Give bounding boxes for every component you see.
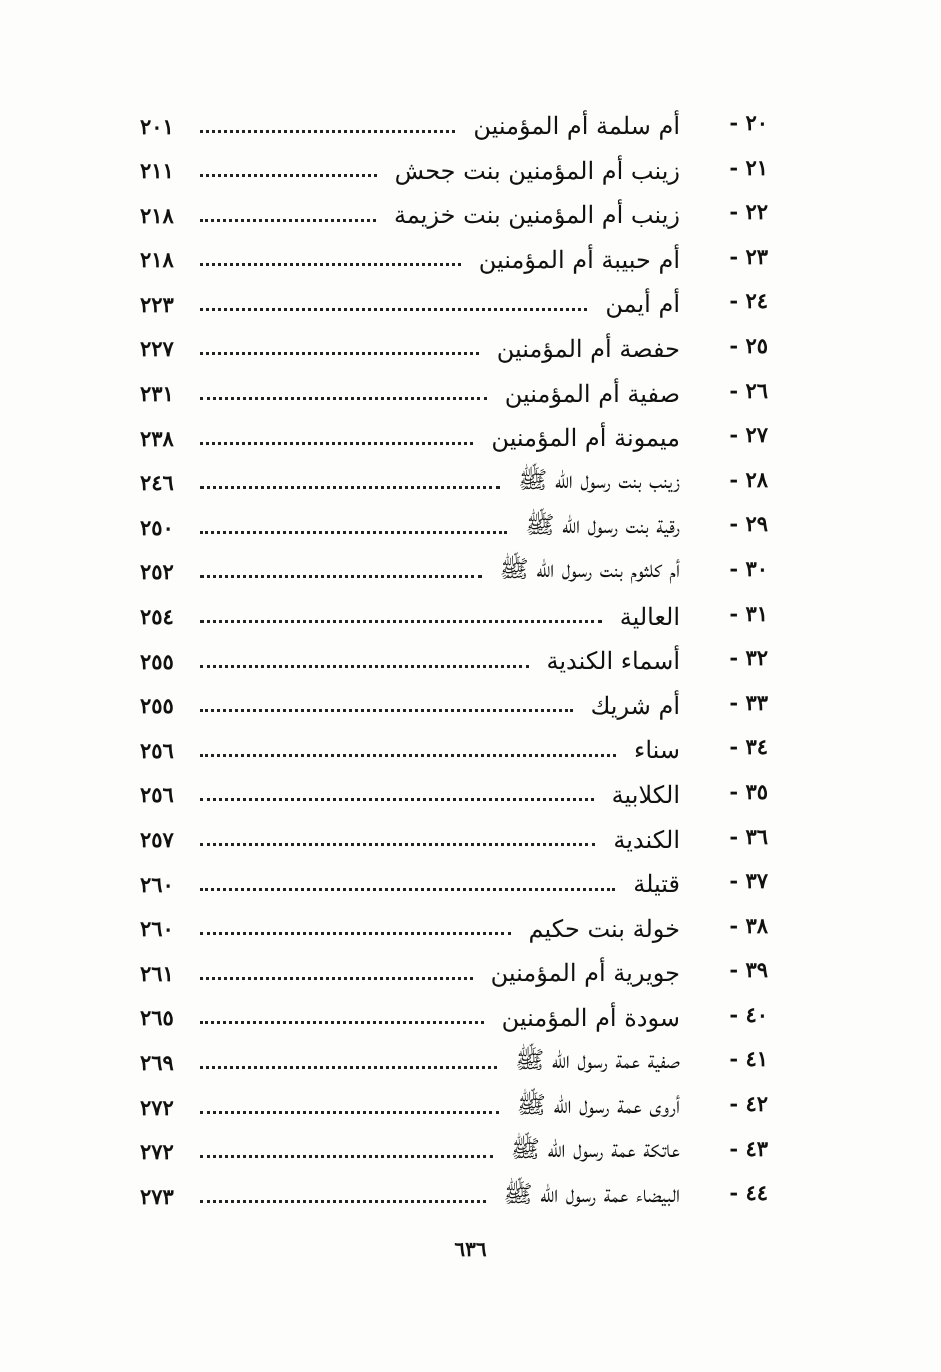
dot-leader bbox=[200, 1007, 484, 1024]
toc-entry-title: حفصة أم المؤمنين bbox=[496, 334, 680, 363]
toc-entry-page: ٢١٨ bbox=[140, 247, 174, 273]
toc-entry-body bbox=[140, 505, 680, 549]
dot-leader bbox=[200, 1052, 497, 1069]
toc-entry-title: زينب أم المؤمنين بنت خزيمة bbox=[394, 201, 680, 230]
dot-leader bbox=[200, 472, 500, 489]
dot-leader bbox=[200, 383, 487, 400]
toc-entry-page: ٢٦١ bbox=[140, 960, 174, 986]
toc-entry bbox=[140, 104, 780, 149]
toc-entry-page: ٢٥٤ bbox=[140, 604, 174, 630]
toc-entry-title: ميمونة أم المؤمنين bbox=[491, 424, 680, 453]
dot-leader bbox=[200, 606, 602, 623]
toc-entry bbox=[140, 951, 780, 996]
toc-entry-page: ٢٦٥ bbox=[140, 1005, 174, 1031]
toc-entry-body bbox=[140, 238, 680, 282]
toc-entry bbox=[140, 728, 780, 773]
toc-entry bbox=[140, 461, 780, 506]
toc-entry-title: عاتكة عمة رسول الله ﷺ bbox=[510, 1135, 680, 1164]
toc-entry bbox=[140, 595, 780, 640]
toc-entry-title: العالية bbox=[619, 602, 680, 631]
toc-entry-page: ٢٥٢ bbox=[140, 559, 174, 585]
toc-entry-body bbox=[140, 461, 680, 505]
toc-entry-page: ٢٢٧ bbox=[140, 336, 174, 362]
toc-entry-title: قتيلة bbox=[633, 870, 680, 899]
toc-entry-page: ٢٧٢ bbox=[140, 1094, 174, 1120]
dot-leader bbox=[200, 918, 511, 935]
dot-leader bbox=[200, 561, 482, 578]
toc-entry-number: ٣٩ - bbox=[729, 957, 768, 983]
toc-entry-number: ٤٠ - bbox=[729, 1001, 768, 1027]
toc-entry-title: أم حبيبة أم المؤمنين bbox=[478, 245, 680, 274]
toc-entry bbox=[140, 1085, 780, 1130]
toc-entry bbox=[140, 907, 780, 952]
dot-leader bbox=[200, 1141, 493, 1158]
dot-leader bbox=[200, 829, 595, 846]
dot-leader bbox=[200, 1186, 486, 1203]
toc-entry bbox=[140, 238, 780, 283]
toc-entry-title: رقية بنت رسول الله ﷺ bbox=[525, 510, 680, 539]
toc-entry-body bbox=[140, 282, 680, 326]
toc-entry-number: ٣٨ - bbox=[729, 912, 768, 938]
toc-entry-number: ٤٢ - bbox=[729, 1091, 768, 1117]
toc-entry-title: زينب بنت رسول الله ﷺ bbox=[518, 466, 680, 495]
toc-entry-number: ٢١ - bbox=[729, 154, 768, 180]
toc-entry-number: ٣٠ - bbox=[729, 555, 768, 581]
toc-entry-page: ٢٥٦ bbox=[140, 737, 174, 763]
toc-entry-number: ٢٤ - bbox=[729, 288, 768, 314]
toc-entry bbox=[140, 773, 780, 818]
dot-leader bbox=[200, 338, 479, 355]
toc-entry-title: أم شريك bbox=[590, 691, 680, 720]
toc-entry-page: ٢٣٨ bbox=[140, 425, 174, 451]
toc-entry bbox=[140, 639, 780, 684]
toc-entry-page: ٢١١ bbox=[140, 158, 174, 184]
toc-entry-body bbox=[140, 372, 680, 416]
toc-entry-body bbox=[140, 193, 680, 237]
toc-entry-title: صفية عمة رسول الله ﷺ bbox=[515, 1045, 680, 1074]
toc-entry-page: ٢٠١ bbox=[140, 113, 174, 139]
toc-entry-page: ٢٧٢ bbox=[140, 1139, 174, 1165]
toc-entry bbox=[140, 1130, 780, 1175]
dot-leader bbox=[200, 695, 573, 712]
toc-entry bbox=[140, 1040, 780, 1085]
toc-entry-page: ٢٥٠ bbox=[140, 514, 174, 540]
toc-entry-body bbox=[140, 104, 680, 148]
dot-leader bbox=[200, 651, 529, 668]
dot-leader bbox=[200, 740, 616, 757]
toc-entry-number: ٣٦ - bbox=[729, 823, 768, 849]
dot-leader bbox=[200, 517, 507, 534]
toc-entry-page: ٢٢٣ bbox=[140, 291, 174, 317]
table-of-contents bbox=[140, 104, 780, 1219]
toc-entry bbox=[140, 416, 780, 461]
toc-entry-page: ٢٥٥ bbox=[140, 648, 174, 674]
toc-entry-body bbox=[140, 907, 680, 951]
toc-entry bbox=[140, 149, 780, 194]
toc-entry-body bbox=[140, 996, 680, 1040]
dot-leader bbox=[200, 1097, 499, 1114]
page-number: ٦٣٦ bbox=[454, 1237, 487, 1261]
toc-entry bbox=[140, 862, 780, 907]
toc-entry-page: ٢٦٠ bbox=[140, 871, 174, 897]
dot-leader bbox=[200, 784, 594, 801]
toc-entry bbox=[140, 818, 780, 863]
toc-entry-body bbox=[140, 1174, 680, 1218]
toc-entry-title: البيضاء عمة رسول الله ﷺ bbox=[503, 1179, 680, 1208]
toc-entry-number: ٢٠ - bbox=[729, 110, 768, 135]
toc-entry-number: ٢٩ - bbox=[729, 511, 768, 537]
toc-entry bbox=[140, 282, 780, 327]
toc-entry-body bbox=[140, 773, 680, 817]
toc-entry-body bbox=[140, 595, 680, 639]
toc-entry bbox=[140, 193, 780, 238]
toc-entry-page: ٢٤٦ bbox=[140, 470, 174, 496]
toc-entry-title: خولة بنت حكيم bbox=[528, 914, 680, 943]
toc-entry-title: أم كلثوم بنت رسول الله ﷺ bbox=[499, 555, 680, 584]
toc-entry-page: ٢٥٦ bbox=[140, 782, 174, 808]
toc-entry-title: أم سلمة أم المؤمنين bbox=[473, 112, 680, 140]
dot-leader bbox=[200, 205, 376, 222]
toc-entry-title: أروى عمة رسول الله ﷺ bbox=[516, 1090, 680, 1119]
toc-entry-body bbox=[140, 1085, 680, 1129]
dot-leader bbox=[200, 249, 461, 266]
toc-entry-title: زينب أم المؤمنين بنت جحش bbox=[394, 156, 680, 185]
toc-entry bbox=[140, 550, 780, 595]
toc-entry-body bbox=[140, 149, 680, 193]
toc-entry-body bbox=[140, 639, 680, 683]
toc-entry-title: أسماء الكندية bbox=[546, 647, 680, 676]
toc-entry-body bbox=[140, 327, 680, 371]
toc-entry-number: ٤٣ - bbox=[729, 1135, 768, 1161]
toc-entry-number: ٤١ - bbox=[729, 1046, 768, 1072]
dot-leader bbox=[200, 116, 455, 133]
toc-entry-number: ٢٧ - bbox=[729, 422, 768, 448]
toc-entry-body bbox=[140, 684, 680, 728]
toc-entry-number: ٣٧ - bbox=[729, 868, 768, 894]
toc-entry bbox=[140, 684, 780, 729]
toc-entry-number: ٢٣ - bbox=[729, 243, 768, 269]
toc-entry-number: ٢٦ - bbox=[729, 377, 768, 403]
toc-entry bbox=[140, 327, 780, 372]
toc-entry-body bbox=[140, 1040, 680, 1084]
toc-entry bbox=[140, 372, 780, 417]
toc-entry-page: ٢٥٥ bbox=[140, 693, 174, 719]
toc-entry-title: الكندية bbox=[613, 825, 680, 854]
toc-entry bbox=[140, 1174, 780, 1219]
toc-entry bbox=[140, 996, 780, 1041]
toc-entry-title: الكلابية bbox=[611, 780, 680, 809]
toc-entry-number: ٣١ - bbox=[729, 600, 768, 626]
toc-entry-title: جويرية أم المؤمنين bbox=[490, 959, 680, 988]
toc-entry-number: ٣٢ - bbox=[729, 645, 768, 671]
toc-entry-title: أم أيمن bbox=[605, 290, 680, 319]
toc-entry-number: ٤٤ - bbox=[729, 1180, 768, 1206]
toc-entry-page: ٢٧٣ bbox=[140, 1183, 174, 1209]
toc-entry-page: ٢٣١ bbox=[140, 381, 174, 407]
toc-entry-number: ٣٤ - bbox=[729, 734, 768, 760]
dot-leader bbox=[200, 160, 377, 177]
toc-entry-title: سودة أم المؤمنين bbox=[501, 1003, 680, 1032]
toc-entry-body bbox=[140, 416, 680, 460]
toc-entry-body bbox=[140, 951, 680, 995]
toc-entry-body bbox=[140, 818, 680, 862]
toc-entry bbox=[140, 505, 780, 550]
toc-entry-title: سناء bbox=[634, 736, 680, 765]
toc-entry-page: ٢٦٠ bbox=[140, 916, 174, 942]
toc-entry-number: ٣٥ - bbox=[729, 778, 768, 804]
toc-entry-number: ٣٣ - bbox=[729, 689, 768, 715]
toc-entry-body bbox=[140, 1130, 680, 1174]
toc-entry-number: ٢٥ - bbox=[729, 332, 768, 358]
dot-leader bbox=[200, 428, 473, 445]
dot-leader bbox=[200, 874, 615, 891]
toc-entry-number: ٢٨ - bbox=[729, 466, 768, 492]
toc-entry-page: ٢١٨ bbox=[140, 202, 174, 228]
toc-entry-number: ٢٢ - bbox=[729, 199, 768, 225]
toc-entry-body bbox=[140, 550, 680, 594]
toc-entry-body bbox=[140, 728, 680, 772]
toc-entry-title: صفية أم المؤمنين bbox=[504, 379, 680, 408]
toc-entry-page: ٢٦٩ bbox=[140, 1049, 174, 1075]
dot-leader bbox=[200, 963, 473, 980]
toc-entry-body bbox=[140, 862, 680, 906]
toc-entry-page: ٢٥٧ bbox=[140, 827, 174, 852]
dot-leader bbox=[200, 294, 587, 311]
